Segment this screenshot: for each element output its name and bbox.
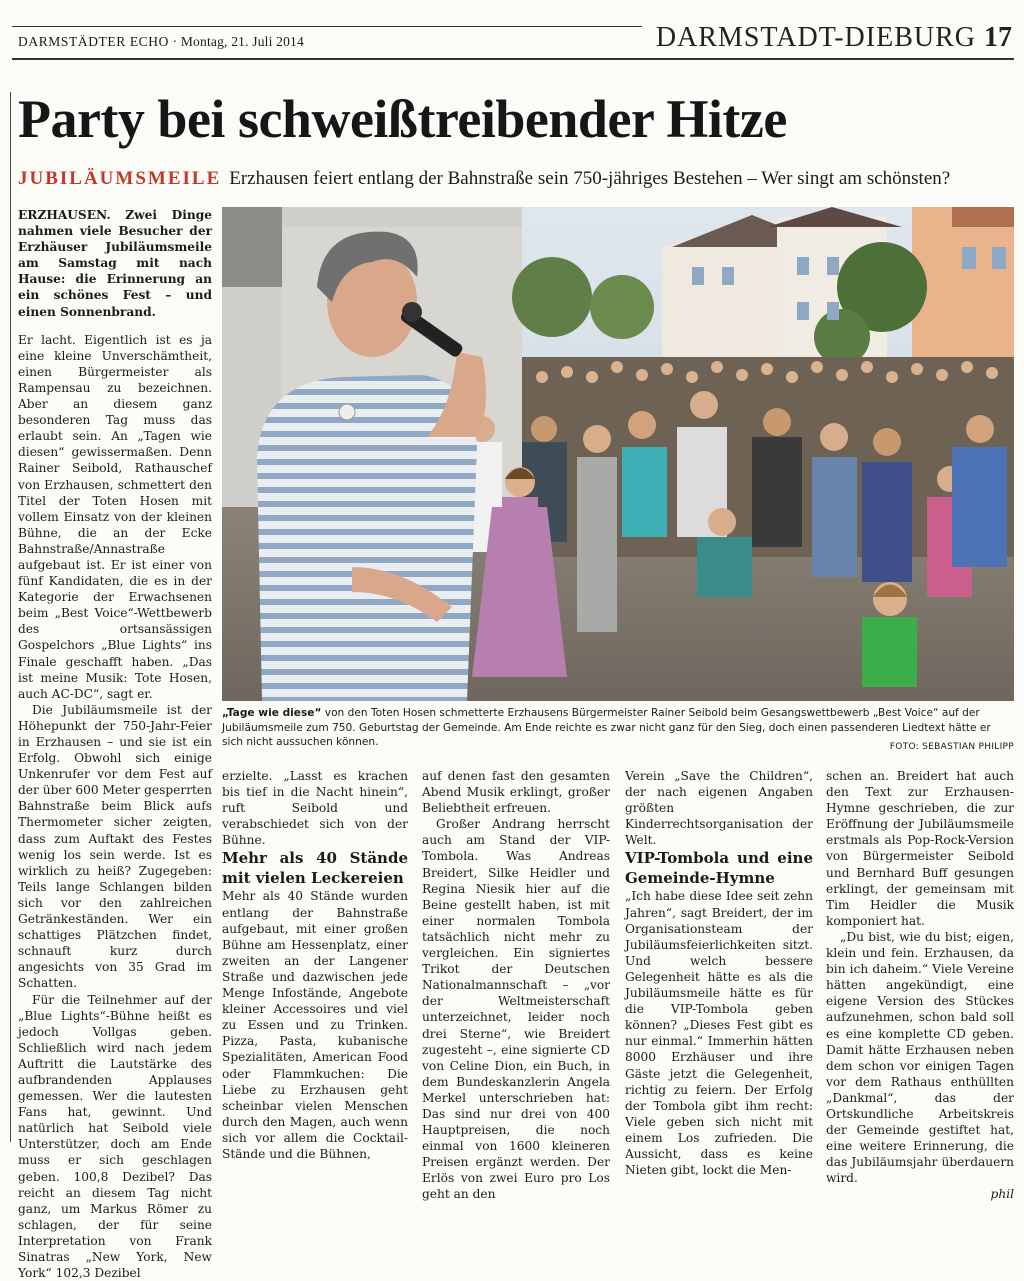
article-photo bbox=[222, 207, 1014, 701]
body-paragraph: schen an. Breidert hat auch den Text zur Erzhausen-Hymne geschrieben, die zur Eröffnung der Jubiläumsmeile erstmals als Pop-Rock-Version von Bürgermeister Seibold und Bernhard Buff gesungen erklingt, der gemeinsam mit Tim Heidler die Musik komponiert hat. bbox=[826, 768, 1014, 929]
photo-singer-and-crowd bbox=[222, 207, 1014, 701]
article-subheadline-row bbox=[18, 168, 950, 190]
body-paragraph: „Ich habe diese Idee seit zehn Jahren“, sagt Breidert, der im Organisationsteam der Jubiläumsfeierlichkeiten sitzt. Und welch bessere Gelegenheit hätte es als die Jubiläumsmeile hätte es für die VIP-Tombola geben können? „Dieses Fest gibt es nur einmal.“ Immerhin hätten 8000 Erzhäuser und ihre Gäste jetzt die Gelegenheit, richtig zu feiern. Der Erfolg der Tombola gibt ihm recht: Viele geben sich nicht mit einem Los zufrieden. Die Aussicht, dass es keine Nieten gibt, lockt die Men- bbox=[625, 888, 813, 1178]
article-column-2 bbox=[222, 768, 408, 1162]
body-paragraph: Die Jubiläumsmeile ist der Höhepunkt der 750-Jahr-Feier in Erzhausen – und sie ist ein Erfolg. Obwohl sich einige Unkenrufer vor dem Fest auf der über 600 Meter gesperrten Bahnstraße beim Blick aufs Thermometer sicher zeigten, dass zum Auftakt des Festes wenig los sein werde. Ist es wirklich zu heiß? Zugegeben: Teils lange Schlangen bilden sich vor den zahlreichen Getränkeständen. Wer ein schattiges Plätzchen findet, schnauft kurz durch angesichts von 35 Grad im Schatten. bbox=[18, 702, 212, 992]
publication-name: DARMSTÄDTER ECHO bbox=[18, 34, 169, 49]
caption-text: von den Toten Hosen schmetterte Erzhausens Bürgermeister Rainer Seibold beim Gesangswettbewerb „Best Voice“ auf der Jubiläumsmeile zum 750. Geburtstag der Gemeinde. Am Ende reichte es zwar nicht ganz für den Sieg, doch einen passenderen Liedtext hätte er sich nicht aussuchen können. bbox=[222, 707, 991, 748]
header-rule-bottom bbox=[12, 58, 1014, 60]
author-initials: phil bbox=[991, 1186, 1014, 1202]
page-number: 17 bbox=[984, 22, 1012, 53]
body-paragraph: Mehr als 40 Stände wurden entlang der Bahnstraße aufgebaut, mit einer großen Bühne am Hessenplatz, einer zweiten an der Langener Straße und dazwischen jede Menge Infostände, Angebote kleiner Accessoires und viel zu Essen und zu Trinken. Pizza, Pasta, kubanische Spezialitäten, American Food oder Flammkuchen: Die Liebe zu Erzhausen geht scheinbar vielen Menschen durch den Magen, auch wenn sich vor allem die Cocktail-Stände und die Bühnen, bbox=[222, 888, 408, 1162]
section-name: DARMSTADT-DIEBURG bbox=[656, 22, 976, 53]
body-paragraph: „Du bist, wie du bist; eigen, klein und fein. Erzhausen, da bin ich daheim.“ Viele Vereine hätten angekündigt, eine eigene Version des Stückes aufzunehmen, schon bald soll es eine komplette CD geben. Damit hätte Erzhausen neben dem schon vor einigen Tagen vor dem Rathaus enthüllten „Dankmal“, das der Ortskundliche Arbeitskreis der Gemeinde gestiftet hat, eine weitere Erinnerung, die das Jubiläumsjahr überdauern wird. bbox=[826, 929, 1014, 1187]
header-publication-date bbox=[18, 34, 304, 50]
body-paragraph: Er lacht. Eigentlich ist es ja eine kleine Unverschämtheit, einen Bürgermeister als Rampensau zu bezeichnen. Aber an diesem ganz besonderen Tag muss das erlaubt sein. An „Tagen wie diesen“ gewissermaßen. Denn Rainer Seibold, Rathauschef von Erzhausen, schmettert den Titel der Toten Hosen mit vollem Einsatz von der kleinen Bühne, die an der Ecke Bahnstraße/Annastraße aufgebaut ist. Er ist einer von fünf Kandidaten, die es in der Kategorie der Erwachsenen beim „Best Voice“-Wettbewerb des ortsansässigen Gospelchors „Blue Lights“ ins Finale geschafft haben. „Das ist meine Musik: Tote Hosen, auch AC-DC“, sagt er. bbox=[18, 332, 212, 702]
article-column-3 bbox=[422, 768, 610, 1203]
article-headline: Party bei schweißtreibender Hitze bbox=[18, 84, 787, 154]
body-paragraph: auf denen fast den gesamten Abend Musik erklingt, großer Beliebtheit erfreuen. bbox=[422, 768, 610, 816]
section-heading: Mehr als 40 Stände mit vielen Leckereien bbox=[222, 848, 408, 888]
article-lead bbox=[18, 207, 212, 320]
article-column-1 bbox=[18, 207, 212, 1281]
body-paragraph: Großer Andrang herrscht auch am Stand der VIP-Tombola. Was Andreas Breidert, Silke Heidler und Regina Niesik hier auf die Beine gestellt haben, ist mit einer normalen Tombola tatsächlich nicht mehr zu vergleichen. Ein signiertes Trikot der Deutschen Nationalmannschaft – „vor der Weltmeisterschaft unterzeichnet, leider noch drei Sterne“, wie Breidert zugesteht –, eine signierte CD von Celine Dion, ein Buch, in dem Bundeskanzlerin Angela Merkel unterschrieben hat: Das sind nur drei von 400 Hauptpreisen, die noch einmal von 1600 kleineren Preisen ergänzt werden. Der Erlös von zwei Euro pro Los geht an den bbox=[422, 816, 610, 1202]
caption-lead: „Tage wie diese“ bbox=[222, 707, 321, 719]
column-rule bbox=[10, 92, 11, 1142]
section-heading: VIP-Tombola und eine Gemeinde-Hymne bbox=[625, 848, 813, 888]
header-section bbox=[656, 22, 1012, 54]
body-paragraph: Für die Teilnehmer auf der „Blue Lights“-Bühne heißt es jedoch Vollgas geben. Schließlich wird nach jedem Auftritt die Lautstärke des aufbrandenden Applauses gemessen. Wer die lautesten Fans hat, gewinnt. Und natürlich hat Seibold viele Unterstützer, doch am Ende muss er sich geschlagen geben. 100,8 Dezibel? Das reicht an diesem Tag nicht ganz, um Markus Römer zu schlagen, der für seine Interpretation von Frank Sinatras „New York, New York“ 102,3 Dezibel bbox=[18, 992, 212, 1281]
header-rule-top bbox=[12, 26, 642, 27]
body-paragraph: Verein „Save the Children“, der nach eigenen Angaben größten Kinderrechtsorganisation der Welt. bbox=[625, 768, 813, 848]
body-paragraph: erzielte. „Lasst es krachen bis tief in die Nacht hinein“, ruft Seibold und verabschiedet sich von der Bühne. bbox=[222, 768, 408, 848]
issue-date: Montag, 21. Juli 2014 bbox=[181, 34, 304, 49]
article-subheadline: Erzhausen feiert entlang der Bahnstraße sein 750-jähriges Bestehen – Wer singt am schönsten? bbox=[229, 168, 950, 189]
header-separator: · bbox=[173, 34, 178, 49]
article-column-5 bbox=[826, 768, 1014, 1203]
lead-dateline: ERZHAUSEN. bbox=[18, 208, 111, 222]
lead-text: Zwei Dinge nahmen viele Besucher der Erzhäuser Jubiläumsmeile am Samstag mit nach Hause: die Erinnerung an ein schönes Fest – und einen Sonnenbrand. bbox=[18, 208, 212, 319]
photo-credit: FOTO: SEBASTIAN PHILIPP bbox=[890, 742, 1014, 752]
article-kicker: JUBILÄUMSMEILE bbox=[18, 168, 221, 189]
article-column-4 bbox=[625, 768, 813, 1178]
